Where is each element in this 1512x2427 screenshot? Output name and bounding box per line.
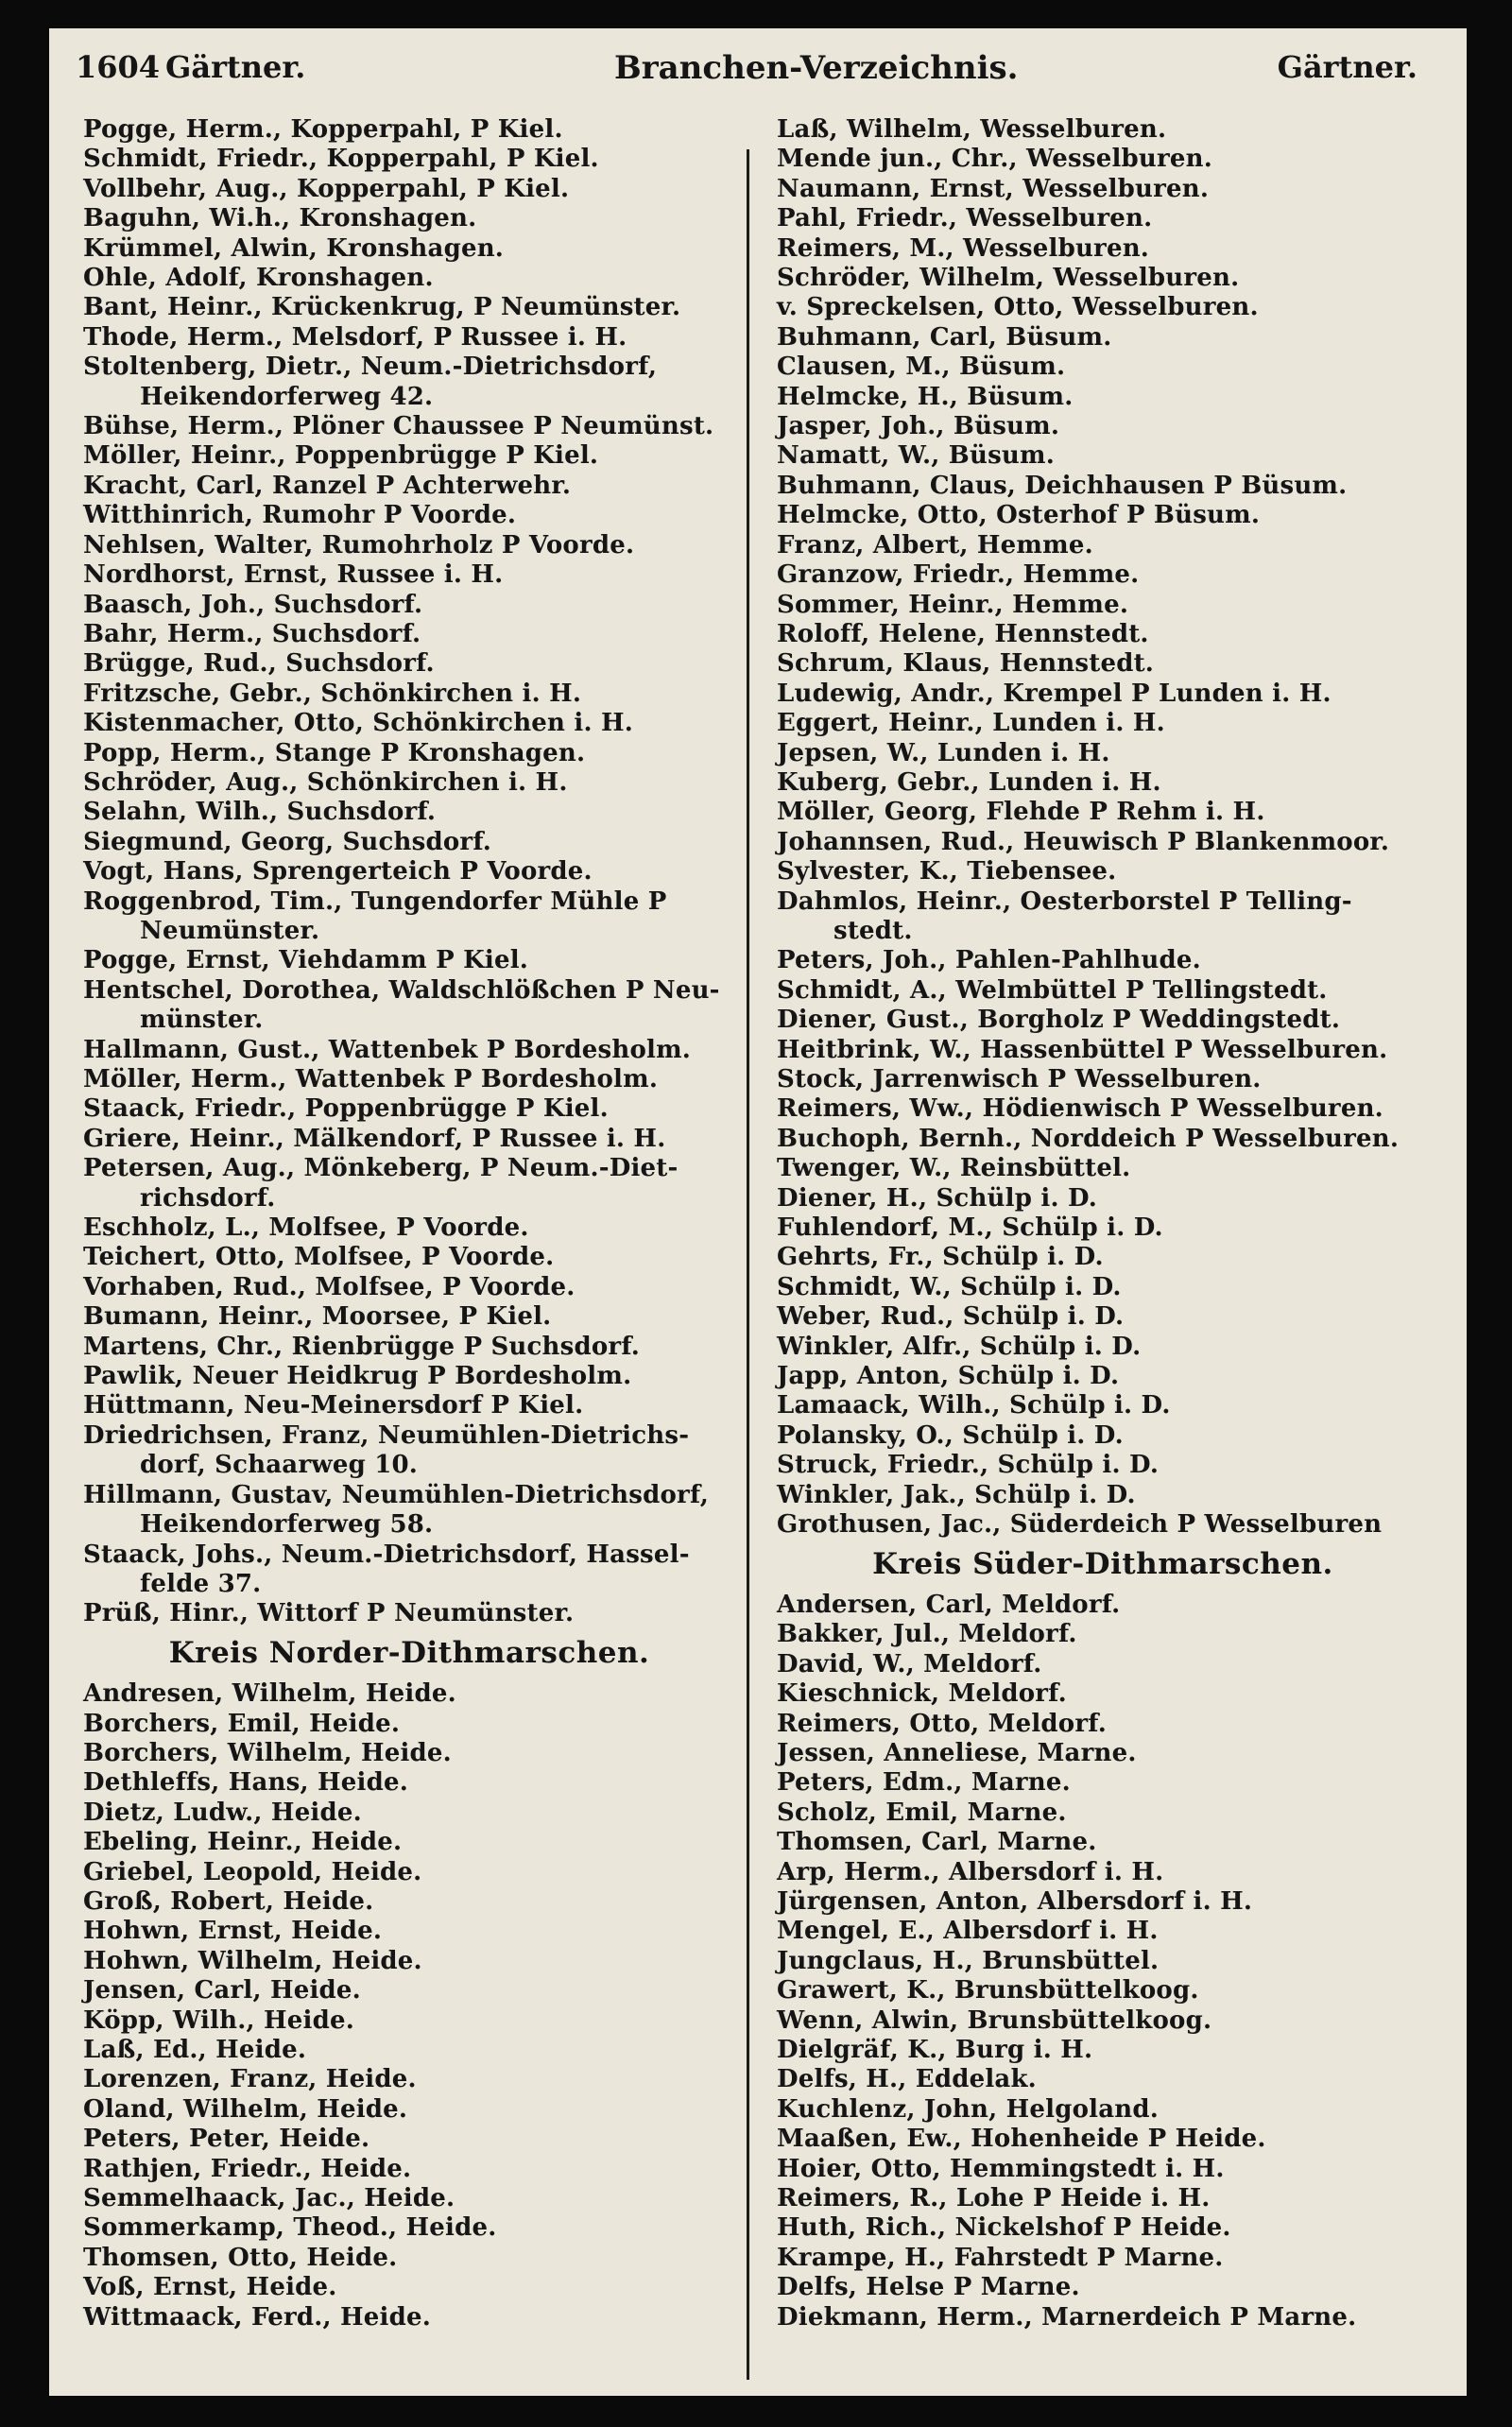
directory-entry: Reimers, R., Lohe P Heide i. H.	[777, 2184, 1211, 2213]
directory-entry: Baasch, Joh., Suchsdorf.	[83, 590, 423, 619]
directory-entry: Ohle, Adolf, Kronshagen.	[83, 264, 434, 293]
header-left-title: Gärtner.	[165, 49, 306, 85]
directory-entry: Twenger, W., Reinsbüttel.	[777, 1154, 1131, 1183]
directory-entry: Fritzsche, Gebr., Schönkirchen i. H.	[83, 679, 582, 708]
directory-entry: Maaßen, Ew., Hohenheide P Heide.	[777, 2125, 1266, 2154]
directory-entry: Staack, Johs., Neum.-Dietrichsdorf, Hassel-	[83, 1540, 690, 1569]
directory-entry: Voß, Ernst, Heide.	[83, 2273, 337, 2302]
directory-entry: Jürgensen, Anton, Albersdorf i. H.	[777, 1886, 1253, 1916]
directory-entry: Jasper, Joh., Büsum.	[777, 412, 1060, 441]
directory-entry: Lamaack, Wilh., Schülp i. D.	[777, 1391, 1171, 1420]
directory-entry: Teichert, Otto, Molfsee, P Voorde.	[83, 1243, 555, 1272]
directory-entry: Clausen, M., Büsum.	[777, 353, 1066, 382]
directory-entry: Winkler, Jak., Schülp i. D.	[777, 1480, 1136, 1509]
directory-entry: Eschholz, L., Molfsee, P Voorde.	[83, 1214, 529, 1243]
directory-entry: Köpp, Wilh., Heide.	[83, 2005, 354, 2035]
directory-entry: Roloff, Helene, Hennstedt.	[777, 619, 1149, 648]
directory-entry: Diener, H., Schülp i. D.	[777, 1183, 1098, 1213]
directory-entry: Huth, Rich., Nickelshof P Heide.	[777, 2213, 1231, 2243]
directory-entry: Japp, Anton, Schülp i. D.	[777, 1362, 1120, 1391]
directory-entry: Thode, Herm., Melsdorf, P Russee i. H.	[83, 322, 627, 352]
page-header	[76, 49, 1418, 106]
directory-entry: Witthinrich, Rumohr P Voorde.	[83, 501, 517, 530]
directory-entry: Laß, Wilhelm, Wesselburen.	[777, 115, 1167, 144]
directory-entry: Semmelhaack, Jac., Heide.	[83, 2184, 455, 2213]
directory-entry: Schröder, Wilhelm, Wesselburen.	[777, 264, 1240, 293]
directory-entry: Sylvester, K., Tiebensee.	[777, 857, 1117, 886]
directory-entry: Hillmann, Gustav, Neumühlen-Dietrichsdorf,	[83, 1480, 710, 1509]
directory-entry: Vollbehr, Aug., Kopperpahl, P Kiel.	[83, 174, 570, 203]
directory-entry: Schmidt, A., Welmbüttel P Tellingstedt.	[777, 975, 1328, 1005]
directory-entry: Diener, Gust., Borgholz P Weddingstedt.	[777, 1006, 1341, 1035]
directory-entry: Petersen, Aug., Mönkeberg, P Neum.-Diet-	[83, 1154, 679, 1183]
directory-entry: Sommerkamp, Theod., Heide.	[83, 2213, 497, 2243]
directory-entry: Griere, Heinr., Mälkendorf, P Russee i. H.	[83, 1124, 666, 1153]
directory-entry: Prüß, Hinr., Wittorf P Neumünster.	[83, 1599, 575, 1628]
directory-entry: Griebel, Leopold, Heide.	[83, 1857, 422, 1886]
directory-entry: Kuberg, Gebr., Lunden i. H.	[777, 767, 1161, 797]
entry-continuation: Heikendorferweg 42.	[140, 382, 434, 411]
directory-entry: Martens, Chr., Rienbrügge P Suchsdorf.	[83, 1332, 641, 1361]
directory-entry: Hohwn, Wilhelm, Heide.	[83, 1946, 422, 1975]
directory-entry: Grawert, K., Brunsbüttelkoog.	[777, 1976, 1199, 2005]
directory-entry: David, W., Meldorf.	[777, 1649, 1042, 1678]
section-heading: Kreis Süder-Dithmarschen.	[872, 1546, 1333, 1581]
directory-entry: Vorhaben, Rud., Molfsee, P Voorde.	[83, 1272, 576, 1301]
directory-entry: Baguhn, Wi.h., Kronshagen.	[83, 204, 477, 233]
directory-entry: Helmcke, Otto, Osterhof P Büsum.	[777, 501, 1261, 530]
entry-continuation: Heikendorferweg 58.	[140, 1510, 434, 1540]
directory-entry: Lorenzen, Franz, Heide.	[83, 2065, 417, 2094]
directory-entry: Vogt, Hans, Sprengerteich P Voorde.	[83, 857, 593, 886]
directory-entry: Johannsen, Rud., Heuwisch P Blankenmoor.	[777, 827, 1390, 856]
directory-entry: Mende jun., Chr., Wesselburen.	[777, 145, 1213, 174]
directory-entry: Nehlsen, Walter, Rumohrholz P Voorde.	[83, 530, 635, 559]
directory-entry: Reimers, M., Wesselburen.	[777, 233, 1150, 263]
directory-entry: Naumann, Ernst, Wesselburen.	[777, 174, 1210, 203]
directory-entry: Staack, Friedr., Poppenbrügge P Kiel.	[83, 1094, 609, 1124]
directory-entry: Schröder, Aug., Schönkirchen i. H.	[83, 767, 568, 797]
directory-entry: Bant, Heinr., Krückenkrug, P Neumünster.	[83, 293, 681, 322]
directory-entry: Möller, Georg, Flehde P Rehm i. H.	[777, 798, 1265, 827]
directory-entry: Popp, Herm., Stange P Kronshagen.	[83, 738, 586, 767]
directory-entry: Kracht, Carl, Ranzel P Achterwehr.	[83, 471, 572, 500]
directory-entry: Fuhlendorf, M., Schülp i. D.	[777, 1214, 1163, 1243]
directory-entry: Pogge, Herm., Kopperpahl, P Kiel.	[83, 115, 563, 144]
directory-entry: Pawlik, Neuer Heidkrug P Bordesholm.	[83, 1362, 632, 1391]
directory-entry: Hüttmann, Neu-Meinersdorf P Kiel.	[83, 1391, 584, 1420]
directory-entry: Brügge, Rud., Suchsdorf.	[83, 649, 435, 679]
entry-continuation: Neumünster.	[140, 916, 320, 945]
directory-entry: Eggert, Heinr., Lunden i. H.	[777, 709, 1165, 738]
directory-entry: Grothusen, Jac., Süderdeich P Wesselburen	[777, 1510, 1383, 1540]
directory-entry: Borchers, Wilhelm, Heide.	[83, 1738, 452, 1767]
directory-entry: Struck, Friedr., Schülp i. D.	[777, 1451, 1160, 1480]
directory-entry: Pogge, Ernst, Viehdamm P Kiel.	[83, 946, 529, 975]
directory-entry: Franz, Albert, Hemme.	[777, 530, 1093, 559]
directory-entry: Dethleffs, Hans, Heide.	[83, 1768, 408, 1798]
directory-entry: Reimers, Ww., Hödienwisch P Wesselburen.	[777, 1094, 1383, 1124]
directory-entry: Andersen, Carl, Meldorf.	[777, 1590, 1121, 1619]
directory-entry: Stock, Jarrenwisch P Wesselburen.	[777, 1065, 1262, 1093]
directory-entry: Scholz, Emil, Marne.	[777, 1798, 1067, 1827]
directory-entry: Namatt, W., Büsum.	[777, 441, 1055, 471]
directory-entry: Helmcke, H., Büsum.	[777, 382, 1074, 411]
directory-entry: Hoier, Otto, Hemmingstedt i. H.	[777, 2154, 1225, 2183]
directory-entry: Dietz, Ludw., Heide.	[83, 1798, 362, 1827]
directory-entry: Driedrichsen, Franz, Neumühlen-Dietrichs-	[83, 1420, 690, 1450]
header-right-title: Gärtner.	[1277, 49, 1418, 85]
left-column	[83, 115, 735, 2332]
directory-entry: Selahn, Wilh., Suchsdorf.	[83, 798, 437, 827]
header-center-title: Branchen-Verzeichnis.	[614, 49, 1019, 87]
directory-entry: Polansky, O., Schülp i. D.	[777, 1420, 1124, 1450]
directory-entry: Peters, Edm., Marne.	[777, 1768, 1071, 1798]
directory-entry: Ludewig, Andr., Krempel P Lunden i. H.	[777, 679, 1332, 708]
directory-entry: Nordhorst, Ernst, Russee i. H.	[83, 560, 504, 590]
directory-entry: Siegmund, Georg, Suchsdorf.	[83, 827, 492, 856]
directory-entry: Krümmel, Alwin, Kronshagen.	[83, 233, 505, 263]
directory-entry: Kieschnick, Meldorf.	[777, 1679, 1067, 1709]
directory-entry: Granzow, Friedr., Hemme.	[777, 560, 1140, 590]
directory-entry: Hallmann, Gust., Wattenbek P Bordesholm.	[83, 1035, 692, 1064]
entry-continuation: stedt.	[833, 916, 913, 945]
directory-entry: Hohwn, Ernst, Heide.	[83, 1917, 383, 1946]
directory-entry: Jungclaus, H., Brunsbüttel.	[777, 1946, 1160, 1975]
directory-entry: Andresen, Wilhelm, Heide.	[83, 1679, 456, 1709]
directory-entry: Arp, Herm., Albersdorf i. H.	[777, 1857, 1164, 1886]
directory-page	[49, 28, 1467, 2396]
directory-entry: Jepsen, W., Lunden i. H.	[777, 738, 1110, 767]
directory-entry: Schmidt, W., Schülp i. D.	[777, 1272, 1122, 1301]
directory-entry: Buchoph, Bernh., Norddeich P Wesselburen.	[777, 1124, 1400, 1153]
directory-entry: Bakker, Jul., Meldorf.	[777, 1620, 1077, 1649]
directory-entry: Hentschel, Dorothea, Waldschlößchen P Neu-	[83, 975, 720, 1005]
directory-entry: Jessen, Anneliese, Marne.	[777, 1738, 1137, 1767]
directory-entry: Diekmann, Herm., Marnerdeich P Marne.	[777, 2302, 1357, 2332]
directory-entry: Winkler, Alfr., Schülp i. D.	[777, 1332, 1142, 1361]
directory-entry: Dahmlos, Heinr., Oesterborstel P Telling-	[777, 886, 1352, 916]
directory-entry: Thomsen, Carl, Marne.	[777, 1828, 1097, 1857]
directory-entry: Buhmann, Claus, Deichhausen P Büsum.	[777, 471, 1348, 500]
directory-entry: Wenn, Alwin, Brunsbüttelkoog.	[777, 2005, 1212, 2035]
directory-entry: Schrum, Klaus, Hennstedt.	[777, 649, 1155, 679]
directory-entry: Kuchlenz, John, Helgoland.	[777, 2094, 1159, 2124]
directory-entry: Mengel, E., Albersdorf i. H.	[777, 1917, 1159, 1946]
right-column	[777, 115, 1429, 2332]
page-number: 1604	[76, 49, 161, 85]
directory-entry: Kistenmacher, Otto, Schönkirchen i. H.	[83, 709, 633, 738]
section-heading: Kreis Norder-Dithmarschen.	[168, 1635, 650, 1670]
directory-entry: Bühse, Herm., Plöner Chaussee P Neumünst.	[83, 412, 714, 441]
directory-entry: Heitbrink, W., Hassenbüttel P Wesselburen.	[777, 1035, 1388, 1064]
directory-entry: Sommer, Heinr., Hemme.	[777, 590, 1129, 619]
directory-entry: Bahr, Herm., Suchsdorf.	[83, 619, 421, 648]
directory-entry: Schmidt, Friedr., Kopperpahl, P Kiel.	[83, 145, 599, 174]
directory-entry: Jensen, Carl, Heide.	[83, 1976, 361, 2005]
directory-entry: Ebeling, Heinr., Heide.	[83, 1828, 403, 1857]
directory-entry: Gehrts, Fr., Schülp i. D.	[777, 1243, 1104, 1272]
directory-entry: Peters, Joh., Pahlen-Pahlhude.	[777, 946, 1201, 975]
directory-entry: Roggenbrod, Tim., Tungendorfer Mühle P	[83, 886, 667, 916]
directory-entry: Groß, Robert, Heide.	[83, 1886, 374, 1916]
directory-entry: Möller, Herm., Wattenbek P Bordesholm.	[83, 1065, 659, 1093]
directory-entry: Buhmann, Carl, Büsum.	[777, 322, 1112, 352]
entry-continuation: richsdorf.	[140, 1183, 276, 1213]
directory-entry: Pahl, Friedr., Wesselburen.	[777, 204, 1153, 233]
directory-entry: Wittmaack, Ferd., Heide.	[83, 2302, 431, 2332]
entry-continuation: dorf, Schaarweg 10.	[140, 1451, 419, 1480]
directory-entry: Krampe, H., Fahrstedt P Marne.	[777, 2243, 1224, 2272]
directory-entry: Delfs, H., Eddelak.	[777, 2065, 1037, 2094]
directory-entry: Stoltenberg, Dietr., Neum.-Dietrichsdorf,	[83, 353, 658, 382]
directory-entry: Delfs, Helse P Marne.	[777, 2273, 1080, 2302]
directory-entry: Borchers, Emil, Heide.	[83, 1709, 401, 1738]
directory-entry: Möller, Heinr., Poppenbrügge P Kiel.	[83, 441, 599, 471]
directory-entry: Laß, Ed., Heide.	[83, 2036, 307, 2064]
directory-entry: Dielgräf, K., Burg i. H.	[777, 2036, 1093, 2064]
entry-continuation: münster.	[140, 1006, 264, 1035]
directory-entry: Peters, Peter, Heide.	[83, 2125, 370, 2154]
directory-entry: Thomsen, Otto, Heide.	[83, 2243, 398, 2272]
directory-entry: Reimers, Otto, Meldorf.	[777, 1709, 1107, 1738]
entry-continuation: felde 37.	[140, 1569, 262, 1598]
directory-entry: v. Spreckelsen, Otto, Wesselburen.	[777, 293, 1259, 322]
directory-entry: Rathjen, Friedr., Heide.	[83, 2154, 412, 2183]
directory-entry: Weber, Rud., Schülp i. D.	[777, 1302, 1125, 1332]
directory-entry: Bumann, Heinr., Moorsee, P Kiel.	[83, 1302, 552, 1332]
column-divider	[747, 149, 749, 2380]
directory-entry: Oland, Wilhelm, Heide.	[83, 2094, 408, 2124]
